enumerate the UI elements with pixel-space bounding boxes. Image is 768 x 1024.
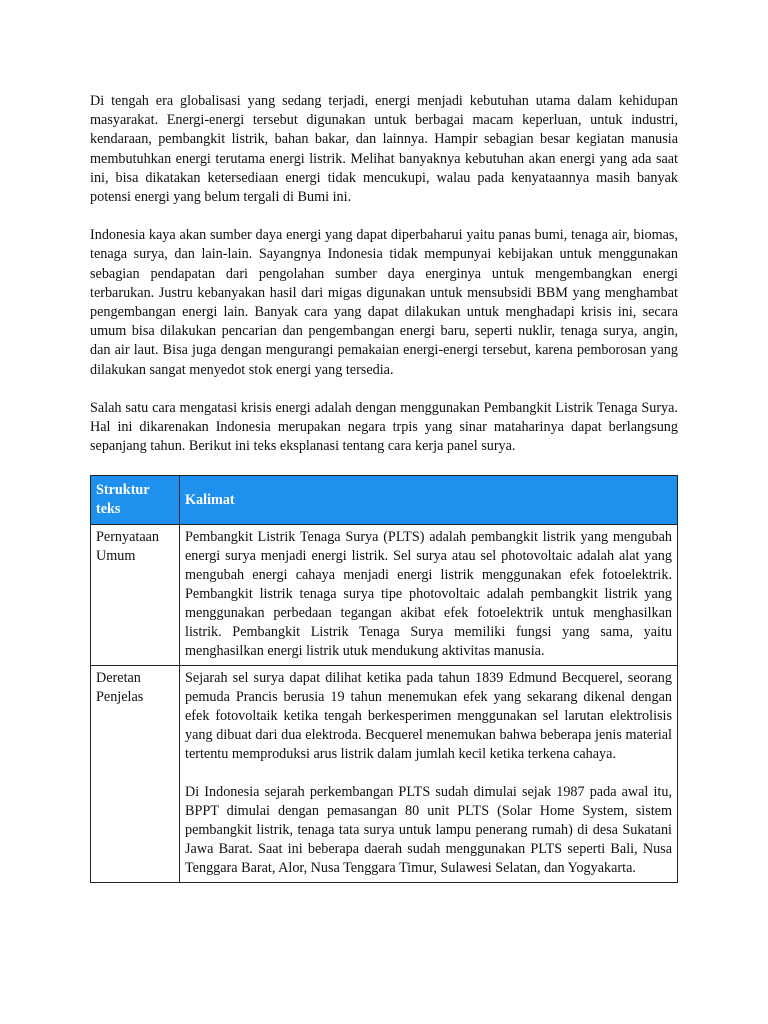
text-structure-table <box>90 475 678 883</box>
row-content-pernyataan-umum <box>180 525 678 666</box>
header-struktur-teks: Struktur teks <box>91 476 180 525</box>
plts-intro-paragraph: Salah satu cara mengatasi krisis energi adalah dengan menggunakan Pembangkit Listrik Tenaga Surya. Hal ini dikarenakan Indonesia merupakan negara trpis yang sinar mataharinya dapat berlangsung sepanjang tahun. Berikut ini teks eksplanasi tentang cara kerja panel surya. <box>90 399 678 455</box>
intro-paragraph: Di tengah era globalisasi yang sedang terjadi, energi menjadi kebutuhan utama dalam kehidupan masyarakat. Energi-energi tersebut digunakan untuk berbagai macam keperluan, untuk industri, kendaraan, pembangkit listrik, bahan bakar, dan lainnya. Hampir sebagian besar kegiatan manusia membutuhkan energi terutama energi listrik. Melihat banyaknya kebutuhan akan energi yang ada saat ini, bisa dikatakan ketersediaan energi tidak mencukupi, walau pada kenyataannya masih banyak potensi energi yang belum tergali di Bumi ini. <box>90 93 678 206</box>
document-body <box>90 92 678 883</box>
energy-paragraph: Indonesia kaya akan sumber daya energi yang dapat diperbaharui yaitu panas bumi, tenaga air, biomas, tenaga surya, dan lain-lain. Sayangnya Indonesia tidak mempunyai kebijakan untuk menggunakan sebagian pendapatan dari pengolahan sumber daya energinya untuk mengembangkan energi terbarukan. Justru kebanyakan hasil dari migas digunakan untuk mensubsidi BBM yang menghambat pengembangan energi lain. Banyak cara yang dapat dilakukan untuk menghadapi krisis ini, secara umum bisa dilakukan pencarian dan pengembangan energi baru, seperti nuklir, tenaga surya, angin, dan air laut. Bisa juga dengan mengurangi pemakaian energi-energi tersebut, karena pemborosan yang dilakukan sangat menyedot stok energi yang tersedia. <box>90 227 678 378</box>
cell-paragraph: Di Indonesia sejarah perkembangan PLTS sudah dimulai sejak 1987 pada awal itu, BPPT dimulai dengan pemasangan 80 unit PLTS (Solar Home System, sistem pembangkit listrik, tenaga tata surya untuk lampu penerang rumah) di desa Sukatani Jawa Barat. Saat ini beberapa daerah sudah menggunakan PLTS seperti Bali, Nusa Tenggara Barat, Alor, Nusa Tenggara Timur, Sulawesi Selatan, dan Yogyakarta. <box>185 784 672 877</box>
table-header-row <box>91 476 678 525</box>
cell-paragraph: Sejarah sel surya dapat dilihat ketika pada tahun 1839 Edmund Becquerel, seorang pemuda Prancis berusia 19 tahun menemukan efek yang sekarang dikenal dengan efek fotovoltaik ketika tengah berkesperimen menggunakan sel larutan elektrolisis yang dibuat dari dua elektroda. Becquerel menemukan bahwa beberapa jenis material tertentu memproduksi arus listrik dalam jumlah kecil ketika terkena cahaya. <box>185 670 672 763</box>
table-row <box>91 666 678 883</box>
row-content-deretan-penjelas <box>180 666 678 883</box>
cell-paragraph: Pembangkit Listrik Tenaga Surya (PLTS) adalah pembangkit listrik yang mengubah energi surya menjadi energi listrik. Sel surya atau sel photovoltaic adalah alat yang mengubah energi cahaya menjadi energi listrik menggunakan efek fotoelektrik. Pembangkit listrik tenaga surya tipe photovoltaic adalah pembangkit listrik yang menggunakan perbedaan tegangan akibat efek fotoelektrik untuk menghasilkan listrik. Pembangkit Listrik Tenaga Surya memiliki fungsi yang sama, yaitu menghasilkan energi listrik utuk mendukung aktivitas manusia. <box>185 529 672 660</box>
row-label-deretan-penjelas: Deretan Penjelas <box>91 666 180 883</box>
table-row <box>91 525 678 666</box>
row-label-pernyataan-umum: Pernyataan Umum <box>91 525 180 666</box>
header-kalimat: Kalimat <box>180 476 678 525</box>
